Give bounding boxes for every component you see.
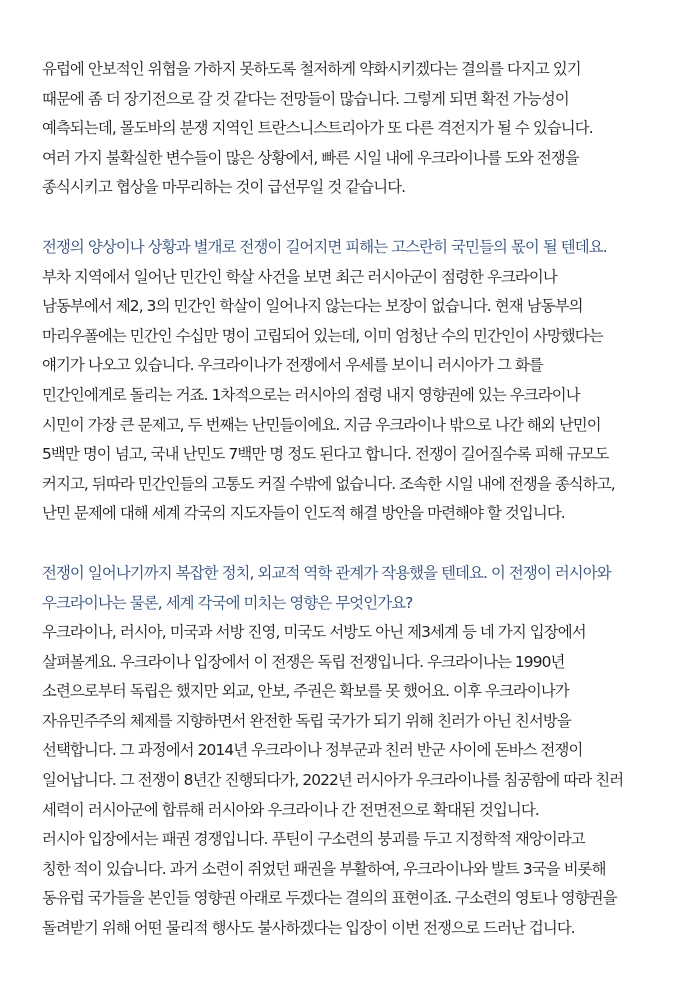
text-line: 남동부에서 제2, 3의 민간인 학살이 일어나지 않는다는 보장이 없습니다. 현재 남동부의 [42, 297, 583, 316]
text-line: 부차 지역에서 일어난 민간인 학살 사건을 보면 최근 러시아군이 점령한 우크라이나 [42, 267, 557, 286]
text-line: 동유럽 국가들을 본인들 영향권 아래로 두겠다는 결의의 표현이죠. 구소련의 영토나 영향권을 [42, 889, 617, 908]
text-line: 난민 문제에 대해 세계 각국의 지도자들이 인도적 해결 방안을 마련해야 할 것입니다. [42, 504, 565, 523]
text-line: 여러 가지 불확실한 변수들이 많은 상황에서, 빠른 시일 내에 우크라이나를 도와 전쟁을 [42, 148, 579, 167]
text-line: 자유민주주의 체제를 지향하면서 완전한 독립 국가가 되기 위해 친러가 아닌 친서방을 [42, 711, 571, 730]
text-line: 예측되는데, 몰도바의 분쟁 지역인 트란스니스트리아가 또 다른 격전지가 될 수 있습니다. [42, 119, 593, 138]
text-line: 우크라이나, 러시아, 미국과 서방 진영, 미국도 서방도 아닌 제3세계 등 네 가지 입장에서 [42, 623, 586, 642]
question-paragraph [42, 233, 678, 263]
text-line: 민간인에게로 돌리는 거죠. 1차적으로는 러시아의 점령 내지 영향권에 있는 우크라이나 [42, 385, 580, 404]
text-line: 5백만 명이 넘고, 국내 난민도 7백만 명 정도 된다고 합니다. 전쟁이 길어질수록 피해 규모도 [42, 445, 609, 464]
text-line: 세력이 러시아군에 합류해 러시아와 우크라이나 간 전면전으로 확대된 것입니다. [42, 800, 539, 819]
text-line: 종식시키고 협상을 마무리하는 것이 급선무일 것 같습니다. [42, 178, 406, 197]
text-line: 커지고, 뒤따라 민간인들의 고통도 커질 수밖에 없습니다. 조속한 시일 내에 전쟁을 종식하고, [42, 474, 615, 493]
question-line: 우크라이나는 물론, 세계 각국에 미치는 영향은 무엇인가요? [42, 593, 413, 612]
paragraph-spacer [42, 529, 678, 559]
answer-paragraph [42, 55, 678, 203]
text-line: 러시아 입장에서는 패권 경쟁입니다. 푸틴이 구소련의 붕괴를 두고 지정학적 재앙이라고 [42, 830, 585, 849]
text-line: 얘기가 나오고 있습니다. 우크라이나가 전쟁에서 우세를 보이니 러시아가 그 화를 [42, 356, 543, 375]
text-line: 선택합니다. 그 과정에서 2014년 우크라이나 정부군과 친러 반군 사이에 돈바스 전쟁이 [42, 741, 583, 760]
paragraph-spacer [42, 203, 678, 233]
text-line: 마리우폴에는 민간인 수십만 명이 고립되어 있는데, 이미 엄청난 수의 민간인이 사망했다는 [42, 326, 603, 345]
question-line: 전쟁의 양상이나 상황과 별개로 전쟁이 길어지면 피해는 고스란히 국민들의 몫이 될 텐데요. [42, 237, 607, 256]
text-line: 때문에 좀 더 장기전으로 갈 것 같다는 전망들이 많습니다. 그렇게 되면 확전 가능성이 [42, 89, 569, 108]
text-line: 돌려받기 위해 어떤 물리적 행사도 불사하겠다는 입장이 이번 전쟁으로 드러난 겁니다. [42, 919, 575, 938]
question-line: 전쟁이 일어나기까지 복잡한 정치, 외교적 역학 관계가 작용했을 텐데요. 이 전쟁이 러시아와 [42, 563, 611, 582]
text-line: 칭한 적이 있습니다. 과거 소련이 쥐었던 패권을 부활하여, 우크라이나와 발트 3국을 비롯해 [42, 859, 606, 878]
text-line: 소련으로부터 독립은 했지만 외교, 안보, 주권은 확보를 못 했어요. 이후 우크라이나가 [42, 682, 569, 701]
answer-paragraph [42, 263, 678, 529]
text-line: 시민이 가장 큰 문제고, 두 번째는 난민들이에요. 지금 우크라이나 밖으로 나간 해외 난민이 [42, 415, 601, 434]
answer-paragraph [42, 618, 678, 944]
question-paragraph [42, 559, 678, 618]
text-line: 살펴볼게요. 우크라이나 입장에서 이 전쟁은 독립 전쟁입니다. 우크라이나는 1990년 [42, 652, 565, 671]
text-line: 일어납니다. 그 전쟁이 8년간 진행되다가, 2022년 러시아가 우크라이나를 침공함에 따라 친러 [42, 771, 624, 790]
text-line: 유럽에 안보적인 위협을 가하지 못하도록 철저하게 약화시키겠다는 결의를 다지고 있기 [42, 60, 581, 78]
